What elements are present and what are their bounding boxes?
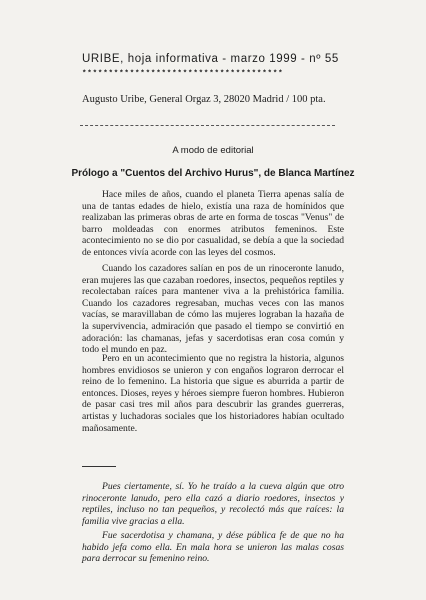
short-rule xyxy=(82,466,116,467)
newsletter-title: URIBE, hoja informativa - marzo 1999 - nº 55 xyxy=(82,53,339,65)
italic-paragraph: Pues ciertamente, sí. Yo he traído a la cueva algún que otro rinoceronte lanudo, pero ella cazó a diario roedores, insectos y reptiles, incluso no tan pequeños, y recolectó más que raíces: la familia vive gracias a ella. xyxy=(82,481,344,527)
publisher-address: Augusto Uribe, General Orgaz 3, 28020 Madrid / 100 pta. xyxy=(82,94,326,105)
paragraph: Cuando los cazadores salían en pos de un rinoceronte lanudo, eran mujeres las que cazaban roedores, insectos, pequeños reptiles y recolectaban raíces para mantener viva a la prehistórica familia. Cuando los cazadores regresaban, muchas veces con las manos vacías, se maravillaban de cómo las mujeres lograban la hazaña de la supervivencia, admiración que pasado el tiempo se convirtió en adoración: las chamanas, jefas y sacerdotisas eran cosa común y todo el mundo en paz. xyxy=(82,263,344,356)
paragraph: Hace miles de años, cuando el planeta Tierra apenas salía de una de tantas edades de hielo, existía una raza de homínidos que realizaban las primeras obras de arte en forma de toscas "Venus" de barro moldeadas con enormes atributos femeninos. Este acontecimiento no se dio por casualidad, se debía a que la sociedad de entonces vivía acorde con las leyes del cosmos. xyxy=(82,189,344,258)
dashed-divider xyxy=(80,125,335,126)
paragraph: Pero en un acontecimiento que no registra la historia, algunos hombres envidiosos se unieron y con engaños lograron derrocar el reino de lo femenino. La historia que sigue es aburrida a partir de entonces. Dioses, reyes y héroes siempre fueron hombres. Hubieron de pasar casi tres mil años para descubrir las grandes guerreras, artistas y luchadoras sociales que los historiadores habían ocultado mañosamente. xyxy=(82,353,344,434)
asterisk-divider: ************************************** xyxy=(82,70,284,78)
italic-paragraph: Fue sacerdotisa y chamana, y dése pública fe de que no ha habido jefa como ella. En mala hora se unieron las malas cosas para derrocar su femenino reino. xyxy=(82,530,344,565)
section-title: A modo de editorial xyxy=(172,145,254,156)
prologue-title: Prólogo a "Cuentos del Archivo Hurus", de Blanca Martínez xyxy=(71,168,355,179)
